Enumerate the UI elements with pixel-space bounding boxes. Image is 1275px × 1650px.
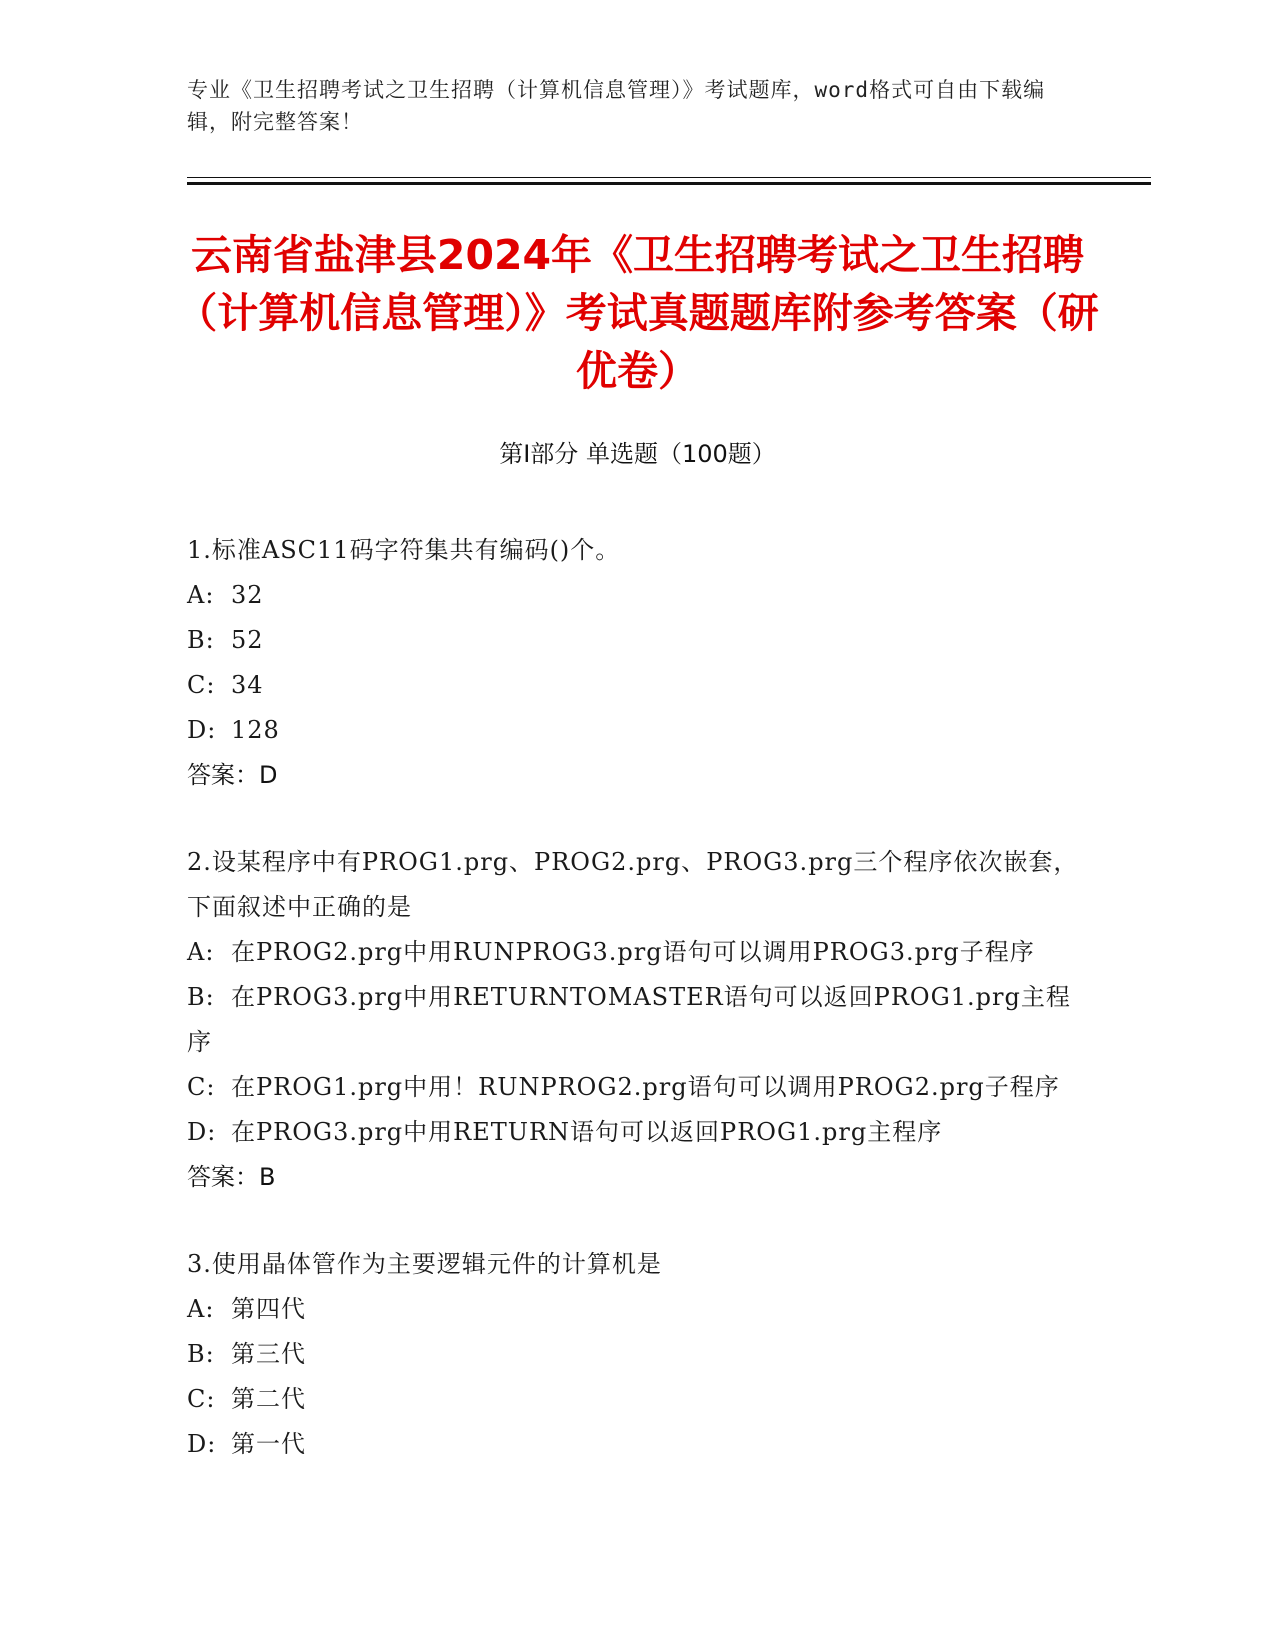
option-text: 在PROG2.prg中用RUNPROG3.prg语句可以调用PROG3.prg子程序: [231, 938, 1035, 966]
question-item: [187, 528, 1087, 798]
header-divider-thick: [187, 182, 1151, 185]
option-label: C:: [187, 671, 216, 699]
option-label: A:: [187, 581, 215, 609]
question-option: [187, 1065, 1087, 1110]
option-text: 34: [231, 671, 264, 699]
option-text: 第三代: [231, 1340, 306, 1368]
option-text: 32: [231, 581, 264, 609]
question-option: [187, 1287, 1087, 1332]
option-text: 52: [231, 626, 264, 654]
question-stem: 3.使用晶体管作为主要逻辑元件的计算机是: [187, 1250, 662, 1278]
question-stem: 2.设某程序中有PROG1.prg、PROG2.prg、PROG3.prg三个程序依次嵌套，下面叙述中正确的是: [187, 848, 1079, 921]
question-answer: 答案：D: [187, 761, 278, 789]
question-answer: 答案：B: [187, 1163, 276, 1191]
option-text: 在PROG3.prg中用RETURN语句可以返回PROG1.prg主程序: [231, 1118, 943, 1146]
question-item: [187, 840, 1087, 1200]
option-text: 128: [231, 716, 280, 744]
option-label: C:: [187, 1073, 216, 1101]
document-title: 云南省盐津县2024年《卫生招聘考试之卫生招聘（计算机信息管理）》考试真题题库附参考答案（研优卷）: [176, 231, 1099, 395]
question-option: [187, 1332, 1087, 1377]
question-option: [187, 975, 1087, 1065]
option-text: 第二代: [231, 1385, 306, 1413]
question-option: [187, 708, 1087, 753]
option-label: D:: [187, 1118, 217, 1146]
header-divider-thin: [187, 177, 1151, 178]
question-list: [187, 528, 1087, 1509]
option-label: A:: [187, 1295, 215, 1323]
section-title: 第I部分 单选题（100题）: [499, 440, 776, 468]
question-stem: 1.标准ASC11码字符集共有编码()个。: [187, 536, 621, 564]
header-note: 专业《卫生招聘考试之卫生招聘（计算机信息管理）》考试题库，word格式可自由下载编辑，附完整答案！: [187, 78, 1046, 134]
option-label: B:: [187, 626, 215, 654]
option-label: D:: [187, 1430, 217, 1458]
option-label: D:: [187, 716, 217, 744]
question-item: [187, 1242, 1087, 1467]
question-option: [187, 1377, 1087, 1422]
question-option: [187, 618, 1087, 663]
question-option: [187, 930, 1087, 975]
question-option: [187, 663, 1087, 708]
question-option: [187, 1110, 1087, 1155]
question-option: [187, 573, 1087, 618]
option-label: B:: [187, 1340, 215, 1368]
option-label: B:: [187, 983, 215, 1011]
option-label: C:: [187, 1385, 216, 1413]
option-text: 在PROG3.prg中用RETURNTOMASTER语句可以返回PROG1.prg主程序: [187, 983, 1071, 1056]
option-text: 第四代: [231, 1295, 306, 1323]
option-text: 第一代: [231, 1430, 306, 1458]
option-label: A:: [187, 938, 215, 966]
question-option: [187, 1422, 1087, 1467]
option-text: 在PROG1.prg中用！RUNPROG2.prg语句可以调用PROG2.prg子程序: [231, 1073, 1060, 1101]
